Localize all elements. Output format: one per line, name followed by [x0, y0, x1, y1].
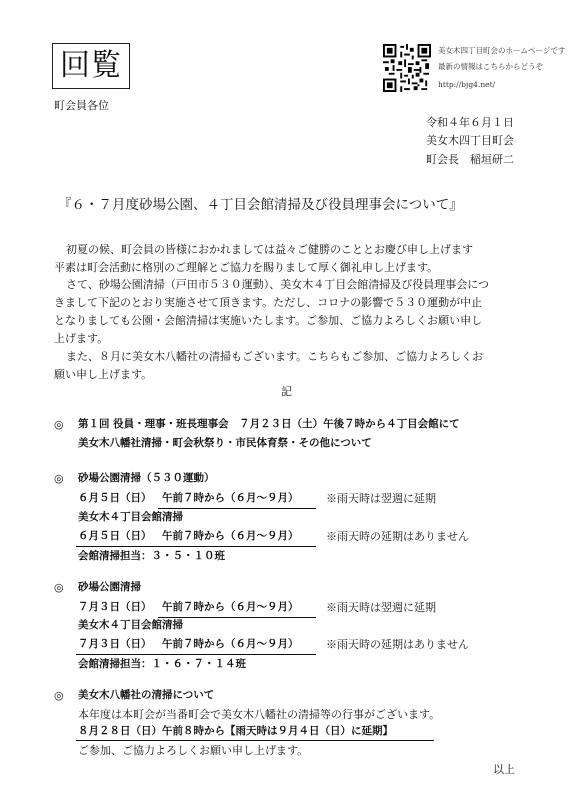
- july-park-time: 午前７時から（６月～９月）: [162, 601, 299, 613]
- underline: [76, 546, 316, 547]
- homepage-url[interactable]: http://bjg4.net/: [438, 80, 496, 89]
- meeting-line: 第１回 役員・理事・班長理事会 ７月２３日（土）午後７時から４丁目会館にて: [78, 418, 460, 430]
- shrine-text: 本年度は本町会が当番町会で美女木八幡社の清掃等の行事がございます。: [78, 708, 441, 721]
- body-text: 平素は町会活動に格別のご理解とご協力を賜りまして厚く御礼申し上げます。: [54, 261, 439, 274]
- circular-label: 回覧: [52, 43, 130, 89]
- july-groups: 会館清掃担当：１・６・７・１４班: [78, 658, 246, 670]
- body-text: 初夏の候、町会員の皆様におかれましては益々ご健勝のこととお慶び申し上げます: [66, 243, 473, 256]
- issue-date: 令和４年６月１日: [426, 116, 514, 129]
- july-hall-time: 午前７時から（６月～９月）: [162, 638, 299, 650]
- homepage-text: 美女木四丁目町会のホームページです: [438, 46, 566, 55]
- june-hall-heading: 美女木４丁目会館清掃: [78, 511, 183, 523]
- june-park-time: 午前７時から（６月～９月）: [162, 492, 299, 504]
- june-park-note: ※雨天時は翌週に延期: [326, 492, 436, 505]
- june-hall-note: ※雨天時の延期はありません: [326, 530, 469, 543]
- page-title: 『６・７月度砂場公園、４丁目会館清掃及び役員理事会について』: [58, 197, 463, 213]
- shrine-text: ご参加、ご協力よろしくお願い申し上げます。: [78, 744, 309, 757]
- sender-org: 美女木四丁目町会: [426, 134, 514, 147]
- july-hall-date: ７月３日（日）: [78, 638, 152, 650]
- homepage-text: 最新の情報はこちらからどうぞ: [438, 62, 543, 71]
- body-text: 上げます。: [54, 332, 109, 345]
- body-text: きまして下記のとおり実施させて頂きます。ただし、コロナの影響で５３０運動が中止: [54, 296, 483, 309]
- june-heading: 砂場公園清掃（５３０運動）: [78, 472, 215, 484]
- june-hall-date: ６月５日（日）: [78, 530, 152, 542]
- underline: [158, 508, 316, 509]
- shrine-heading: 美女木八幡社の清掃について: [78, 689, 215, 701]
- june-groups: 会館清掃担当：３・５・１０班: [78, 550, 225, 562]
- july-hall-heading: 美女木４丁目会館清掃: [78, 619, 183, 631]
- june-hall-time: 午前７時から（６月～９月）: [162, 530, 299, 542]
- underline: [158, 617, 316, 618]
- body-text: となりましても公園・会館清掃は実施いたします。ご参加、ご協力よろしくお願い申し: [54, 314, 483, 327]
- bullet-mark: ◎: [54, 472, 64, 485]
- body-text: 願い申し上げます。: [54, 368, 153, 381]
- closing-mark: 以上: [493, 763, 515, 776]
- addressee: 町会員各位: [54, 99, 109, 112]
- bullet-mark: ◎: [54, 689, 64, 702]
- bullet-mark: ◎: [54, 581, 64, 594]
- ki-marker: 記: [281, 385, 292, 398]
- july-park-note: ※雨天時は翌週に延期: [326, 601, 436, 614]
- june-park-date: ６月５日（日）: [78, 492, 152, 504]
- meeting-topics: 美女木八幡社清掃・町会秋祭り・市民体育祭・その他について: [78, 437, 372, 449]
- qr-code-icon: [383, 44, 431, 92]
- underline: [76, 740, 434, 741]
- bullet-mark: ◎: [54, 418, 64, 431]
- july-park-date: ７月３日（日）: [78, 601, 152, 613]
- body-text: さて、砂場公園清掃（戸田市５３０運動）、美女木４丁目会館清掃及び役員理事会につ: [66, 278, 490, 291]
- underline: [76, 654, 316, 655]
- shrine-date: ８月２８日（日）午前８時から【雨天時は９月４日（日）に延期】: [78, 725, 393, 737]
- sender-chair: 町会長 稲垣研二: [426, 153, 514, 166]
- body-text: また、８月に美女木八幡社の清掃もございます。こちらもご参加、ご協力よろしくお: [66, 350, 484, 363]
- july-hall-note: ※雨天時の延期はありません: [326, 638, 469, 651]
- july-heading: 砂場公園清掃: [78, 581, 141, 593]
